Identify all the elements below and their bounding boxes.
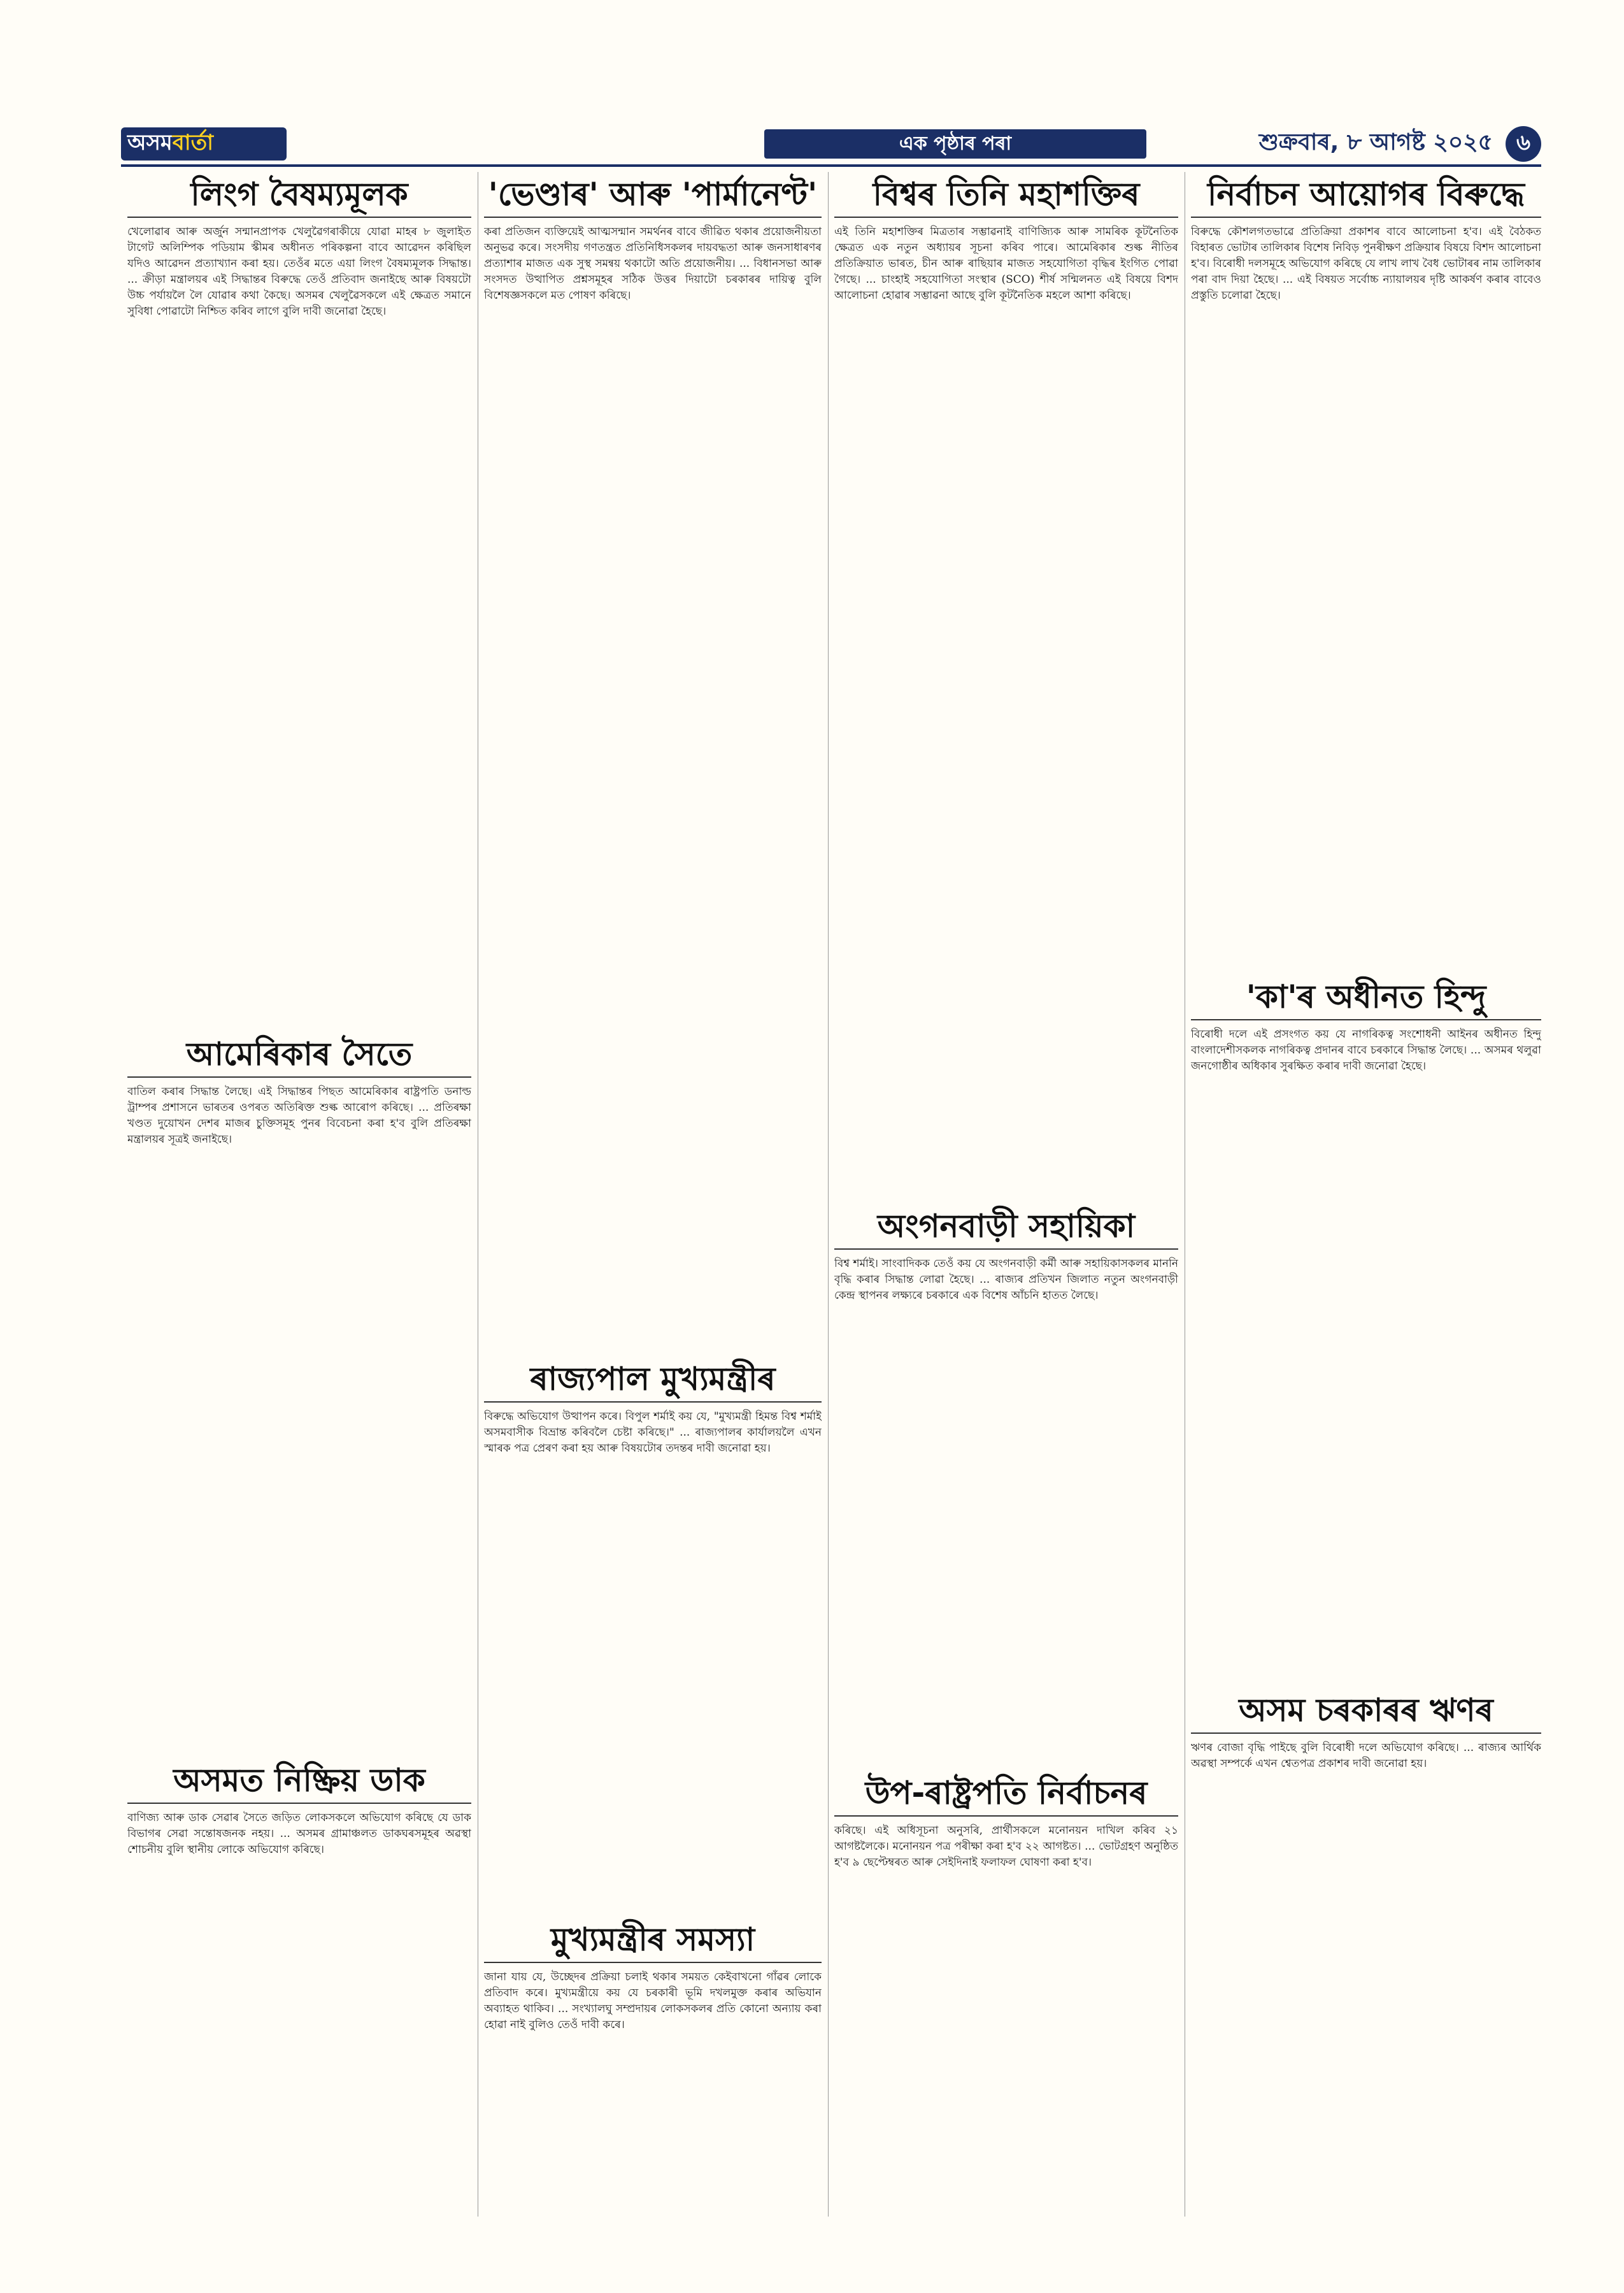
headline: লিংগ বৈষম্যমূলক [127,172,471,218]
article-anganwadi [834,1204,1178,1791]
article-body: বাতিল কৰাৰ সিদ্ধান্ত লৈছে। এই সিদ্ধান্তৰ পিছত আমেৰিকাৰ ৰাষ্ট্ৰপতি ডনাল্ড ট্ৰাম্পৰ প্ৰশাসনে ভাৰতৰ ওপৰত অতিৰিক্ত শুল্ক আৰোপ কৰিছে। ... প্ৰতিৰক্ষা খণ্ডত দুয়োখন দেশৰ মাজৰ চুক্তিসমূহ পুনৰ বিবেচনা কৰা হ'ব বুলি প্ৰতিৰক্ষা মন্ত্ৰালয়ৰ সূত্ৰই জনাইছে। [127,1085,471,1146]
section-banner: এক পৃষ্ঠাৰ পৰা [764,129,1146,159]
headline: বিশ্বৰ তিনি মহাশক্তিৰ [834,172,1178,218]
masthead [121,127,1541,161]
article-body: ঋণৰ বোজা বৃদ্ধি পাইছে বুলি বিৰোধী দলে অভিযোগ কৰিছে। ... ৰাজ্যৰ আৰ্থিক অৱস্থা সম্পৰ্কে এখন শ্বেতপত্ৰ প্ৰকাশৰ দাবী জনোৱা হয়। [1191,1741,1541,1770]
headline: অংগনবাড়ী সহায়িকা [834,1204,1178,1250]
header-rule [121,164,1541,167]
article-cm-problems [484,1917,822,2224]
article-governor-cm [484,1357,822,1931]
headline: উপ-ৰাষ্ট্ৰপতি নিৰ্বাচনৰ [834,1771,1178,1817]
headline: 'কা'ৰ অধীনত হিন্দু [1191,975,1541,1020]
headline: মুখ্যমন্ত্ৰীৰ সমস্যা [484,1917,822,1963]
issue-date: শুক্ৰবাৰ, ৮ আগষ্ট ২০২৫ [1258,129,1493,155]
article-body: এই তিনি মহাশক্তিৰ মিত্ৰতাৰ সম্ভাৱনাই বাণিজ্যিক আৰু সামৰিক কূটনৈতিক ক্ষেত্ৰত এক নতুন অধ্যায়ৰ সূচনা কৰিব পাৰে। আমেৰিকাৰ শুল্ক নীতিৰ প্ৰতিক্ৰিয়াত ভাৰত, চীন আৰু ৰাছিয়াৰ মাজত সহযোগিতা বৃদ্ধিৰ ইংগিত পোৱা গৈছে। ... চাংহাই সহযোগিতা সংস্থাৰ (SCO) শীৰ্ষ সন্মিলনত এই বিষয়ে বিশদ আলোচনা হোৱাৰ সম্ভাৱনা আছে বুলি কূটনৈতিক মহলে আশা কৰিছে। [834,225,1178,302]
headline: আমেৰিকাৰ সৈতে [127,1032,471,1078]
article-body: কৰা প্ৰতিজন ব্যক্তিয়েই আত্মসন্মান সমৰ্থনৰ বাবে জীৱিত থকাৰ প্ৰয়োজনীয়তা অনুভৱ কৰে। সংসদীয় গণতন্ত্ৰত প্ৰতিনিধিসকলৰ দায়বদ্ধতা আৰু জনসাধাৰণৰ প্ৰত্যাশাৰ মাজত এক সুস্থ সমন্বয় থকাটো অতি প্ৰয়োজনীয়। ... বিধানসভা আৰু সংসদত উত্থাপিত প্ৰশ্নসমূহৰ সঠিক উত্তৰ দিয়াটো চৰকাৰৰ দায়িত্ব বুলি বিশেষজ্ঞসকলে মত পোষণ কৰিছে। [484,225,822,302]
headline: অসম চৰকাৰৰ ঋণৰ [1191,1688,1541,1734]
headline: অসমত নিষ্ক্ৰিয় ডাক [127,1758,471,1804]
headline: ৰাজ্যপাল মুখ্যমন্ত্ৰীৰ [484,1357,822,1403]
article-body: খেলোৱাৰ আৰু অৰ্জুন সন্মানপ্ৰাপক খেলুৱৈগৰাকীয়ে যোৱা মাহৰ ৮ জুলাইত টাগেট অলিম্পিক পডিয়াম স্কীমৰ অধীনত পৰিকল্পনা বাবে আৱেদন কৰিছিল যদিও আৱেদন প্ৰত্যাখ্যান কৰা হয়। তেওঁৰ মতে এয়া লিংগ বৈষম্যমূলক সিদ্ধান্ত। ... ক্ৰীড়া মন্ত্ৰালয়ৰ এই সিদ্ধান্তৰ বিৰুদ্ধে তেওঁ প্ৰতিবাদ জনাইছে আৰু বিষয়টো উচ্চ পৰ্যায়লৈ লৈ যোৱাৰ কথা কৈছে। অসমৰ খেলুৱৈসকলে এই ক্ষেত্ৰত সমানে সুবিধা পোৱাটো নিশ্চিত কৰিব লাগে বুলি দাবী জনোৱা হৈছে। [127,225,471,318]
article-body: বিৰোধী দলে এই প্ৰসংগত কয় যে নাগৰিকত্ব সংশোধনী আইনৰ অধীনত হিন্দু বাংলাদেশীসকলক নাগৰিকত্ব প্ৰদানৰ বাবে চৰকাৰে সিদ্ধান্ত লৈছে। ... অসমৰ থলুৱা জনগোষ্ঠীৰ অধিকাৰ সুৰক্ষিত কৰাৰ দাবী জনোৱা হৈছে। [1191,1028,1541,1073]
logo-text-barta: বাৰ্তা [172,129,213,155]
article-election-commission [1191,172,1541,989]
article-three-superpowers [834,172,1178,1218]
article-body: বিৰুদ্ধে অভিযোগ উত্থাপন কৰে। বিপুল শৰ্মাই কয় যে, "মুখ্যমন্ত্ৰী হিমন্ত বিশ্ব শৰ্মাই অসমবাসীক বিভ্ৰান্ত কৰিবলৈ চেষ্টা কৰিছে।" ... ৰাজ্যপালৰ কাৰ্যালয়লৈ এখন স্মাৰক পত্ৰ প্ৰেৰণ কৰা হয় আৰু বিষয়টোৰ তদন্তৰ দাবী জনোৱা হয়। [484,1410,822,1455]
article-idle-post [127,1758,471,2224]
article-body: বিৰুদ্ধে কৌশলগতভাৱে প্ৰতিক্ৰিয়া প্ৰকাশৰ বাবে আলোচনা হ'ব। এই বৈঠকত বিহাৰত ভোটাৰ তালিকাৰ বিশেষ নিবিড় পুনৰীক্ষণ প্ৰক্ৰিয়াৰ বিষয়ে বিশদ আলোচনা হ'ব। বিৰোধী দলসমূহে অভিযোগ কৰিছে যে লাখ লাখ বৈধ ভোটাৰৰ নাম তালিকাৰ পৰা বাদ দিয়া হৈছে। ... এই বিষয়ত সৰ্বোচ্চ ন্যায়ালয়ৰ দৃষ্টি আকৰ্ষণ কৰাৰ বাবেও প্ৰস্তুতি চলোৱা হৈছে। [1191,225,1541,302]
article-hindu-under-ca [1191,975,1541,1696]
article-body: কৰিছে। এই অধিসূচনা অনুসৰি, প্ৰাৰ্থীসকলে মনোনয়ন দাখিল কৰিব ২১ আগষ্টলৈকে। মনোনয়ন পত্ৰ পৰীক্ষা কৰা হ'ব ২২ আগষ্টত। ... ভোটগ্ৰহণ অনুষ্ঠিত হ'ব ৯ ছেপ্টেম্বৰত আৰু সেইদিনাই ফলাফল ঘোষণা কৰা হ'ব। [834,1824,1178,1869]
logo-text-assam: অসম [127,129,173,155]
article-body: বাণিজ্য আৰু ডাক সেৱাৰ সৈতে জড়িত লোকসকলে অভিযোগ কৰিছে যে ডাক বিভাগৰ সেৱা সন্তোষজনক নহয়। ... অসমৰ গ্ৰামাঞ্চলত ডাকঘৰসমূহৰ অৱস্থা শোচনীয় বুলি স্থানীয় লোকে অভিযোগ কৰিছে। [127,1811,471,1856]
article-america-army [127,1032,471,1772]
column-divider [828,172,829,2217]
article-democracy [484,172,822,1358]
article-assam-debt [1191,1688,1541,2224]
article-gender-disparity [127,172,471,1065]
headline: 'ভেণ্ডাৰ' আৰু 'পাৰ্মানেণ্ট' [484,172,822,218]
article-body: বিশ্ব শৰ্মাই। সাংবাদিকক তেওঁ কয় যে অংগনবাড়ী কৰ্মী আৰু সহায়িকাসকলৰ মাননি বৃদ্ধি কৰাৰ সিদ্ধান্ত লোৱা হৈছে। ... ৰাজ্যৰ প্ৰতিখন জিলাত নতুন অংগনবাড়ী কেন্দ্ৰ স্থাপনৰ লক্ষ্যৰে চৰকাৰে এক বিশেষ আঁচনি হাতত লৈছে। [834,1257,1178,1302]
article-body: জানা যায় যে, উচ্ছেদৰ প্ৰক্ৰিয়া চলাই থকাৰ সময়ত কেইবাখনো গাঁৱৰ লোকে প্ৰতিবাদ কৰে। মুখ্যমন্ত্ৰীয়ে কয় যে চৰকাৰী ভূমি দখলমুক্ত কৰাৰ অভিযান অব্যাহত থাকিব। ... সংখ্যালঘু সম্প্ৰদায়ৰ লোকসকলৰ প্ৰতি কোনো অন্যায় কৰা হোৱা নাই বুলিও তেওঁ দাবী কৰে। [484,1971,822,2031]
article-vice-president [834,1771,1178,2218]
newspaper-logo[interactable] [121,127,287,161]
page-number: ৬ [1506,126,1541,162]
headline: নিৰ্বাচন আয়োগৰ বিৰুদ্ধে [1191,172,1541,218]
